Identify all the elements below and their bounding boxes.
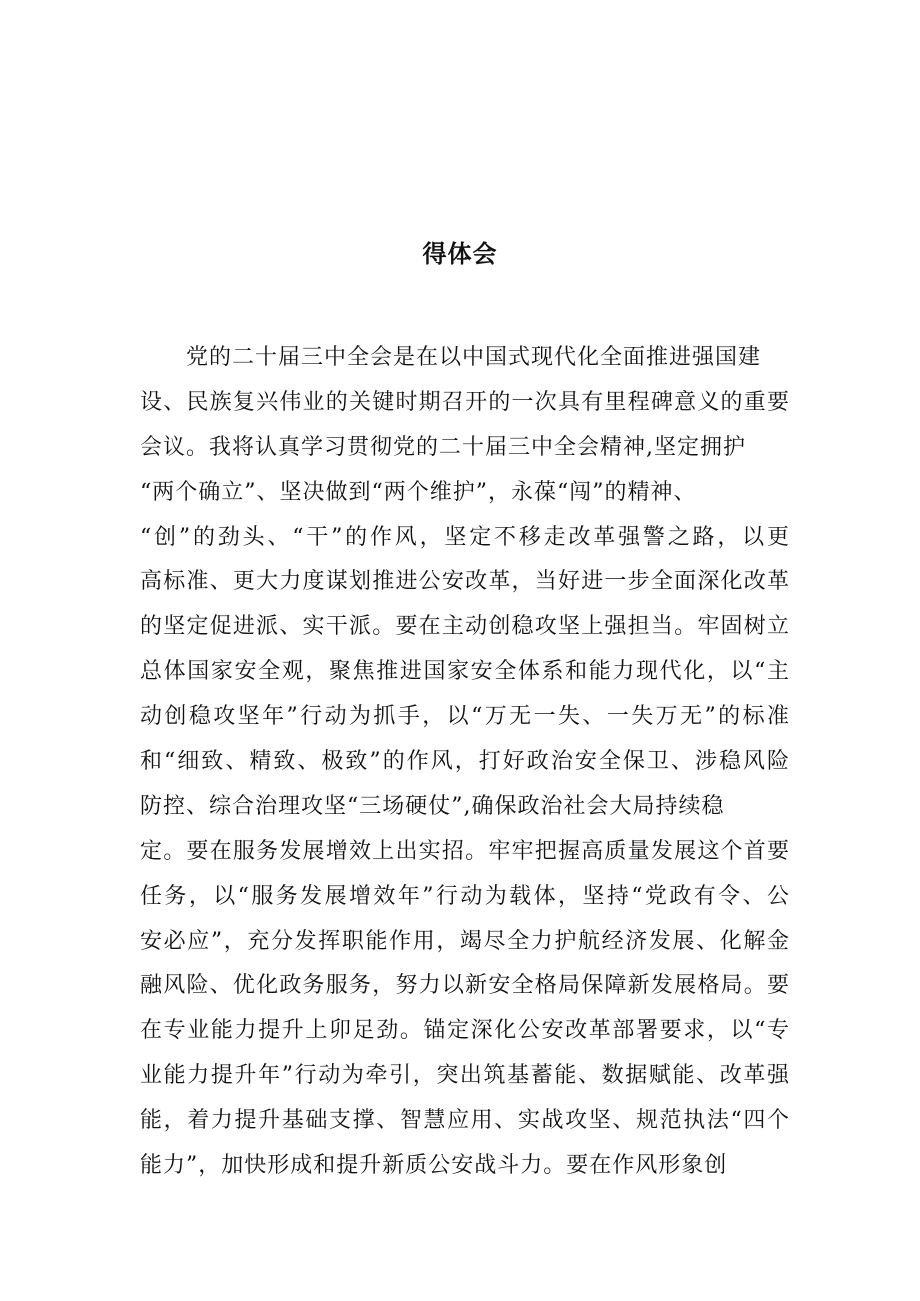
body-line-7: 的坚定促进派、实干派。要在主动创稳攻坚上强担当。牢固树立 bbox=[140, 614, 790, 640]
document-body bbox=[140, 336, 790, 1189]
body-line-14: 安必应”，充分发挥职能作用，竭尽全力护航经济发展、化解金 bbox=[140, 928, 790, 954]
body-line-11: 防控、综合治理攻坚“三场硬仗”,确保政治社会大局持续稳 bbox=[140, 793, 725, 819]
body-line-1: 党的二十届三中全会是在以中国式现代化全面推进强国建 bbox=[186, 345, 762, 370]
body-line-4: “两个确立”、坚决做到“两个维护”，永葆“闯”的精神、 bbox=[140, 479, 697, 505]
body-line-9: 动创稳攻坚年”行动为抓手，以“万无一失、一失万无”的标准 bbox=[140, 704, 790, 730]
body-line-12: 定。要在服务发展增效上出实招。牢牢把握高质量发展这个首要 bbox=[140, 838, 790, 864]
body-line-5: “创”的劲头、“干”的作风，坚定不移走改革强警之路，以更 bbox=[140, 524, 790, 550]
body-line-10: 和“细致、精致、极致”的作风，打好政治安全保卫、涉稳风险 bbox=[140, 749, 790, 775]
body-line-19: 能力”，加快形成和提升新质公安战斗力。要在作风形象创 bbox=[140, 1153, 728, 1179]
body-line-18: 能，着力提升基础支撑、智慧应用、实战攻坚、规范执法“四个 bbox=[140, 1108, 790, 1134]
document-title: 得体会 bbox=[422, 240, 498, 268]
body-line-8: 总体国家安全观，聚焦推进国家安全体系和能力现代化，以“主 bbox=[140, 659, 790, 685]
body-line-15: 融风险、优化政务服务，努力以新安全格局保障新发展格局。要 bbox=[140, 973, 790, 999]
body-line-6: 高标准、更大力度谋划推进公安改革，当好进一步全面深化改革 bbox=[140, 569, 790, 595]
body-line-3: 会议。我将认真学习贯彻党的二十届三中全会精神,坚定拥护 bbox=[140, 434, 746, 460]
body-line-2: 设、民族复兴伟业的关键时期召开的一次具有里程碑意义的重要 bbox=[140, 389, 790, 415]
body-line-16: 在专业能力提升上卯足劲。锚定深化公安改革部署要求，以“专 bbox=[140, 1018, 790, 1044]
body-line-17: 业能力提升年”行动为牵引，突出筑基蓄能、数据赋能、改革强 bbox=[140, 1063, 790, 1089]
body-line-13: 任务，以“服务发展增效年”行动为载体，坚持“党政有令、公 bbox=[140, 883, 790, 909]
